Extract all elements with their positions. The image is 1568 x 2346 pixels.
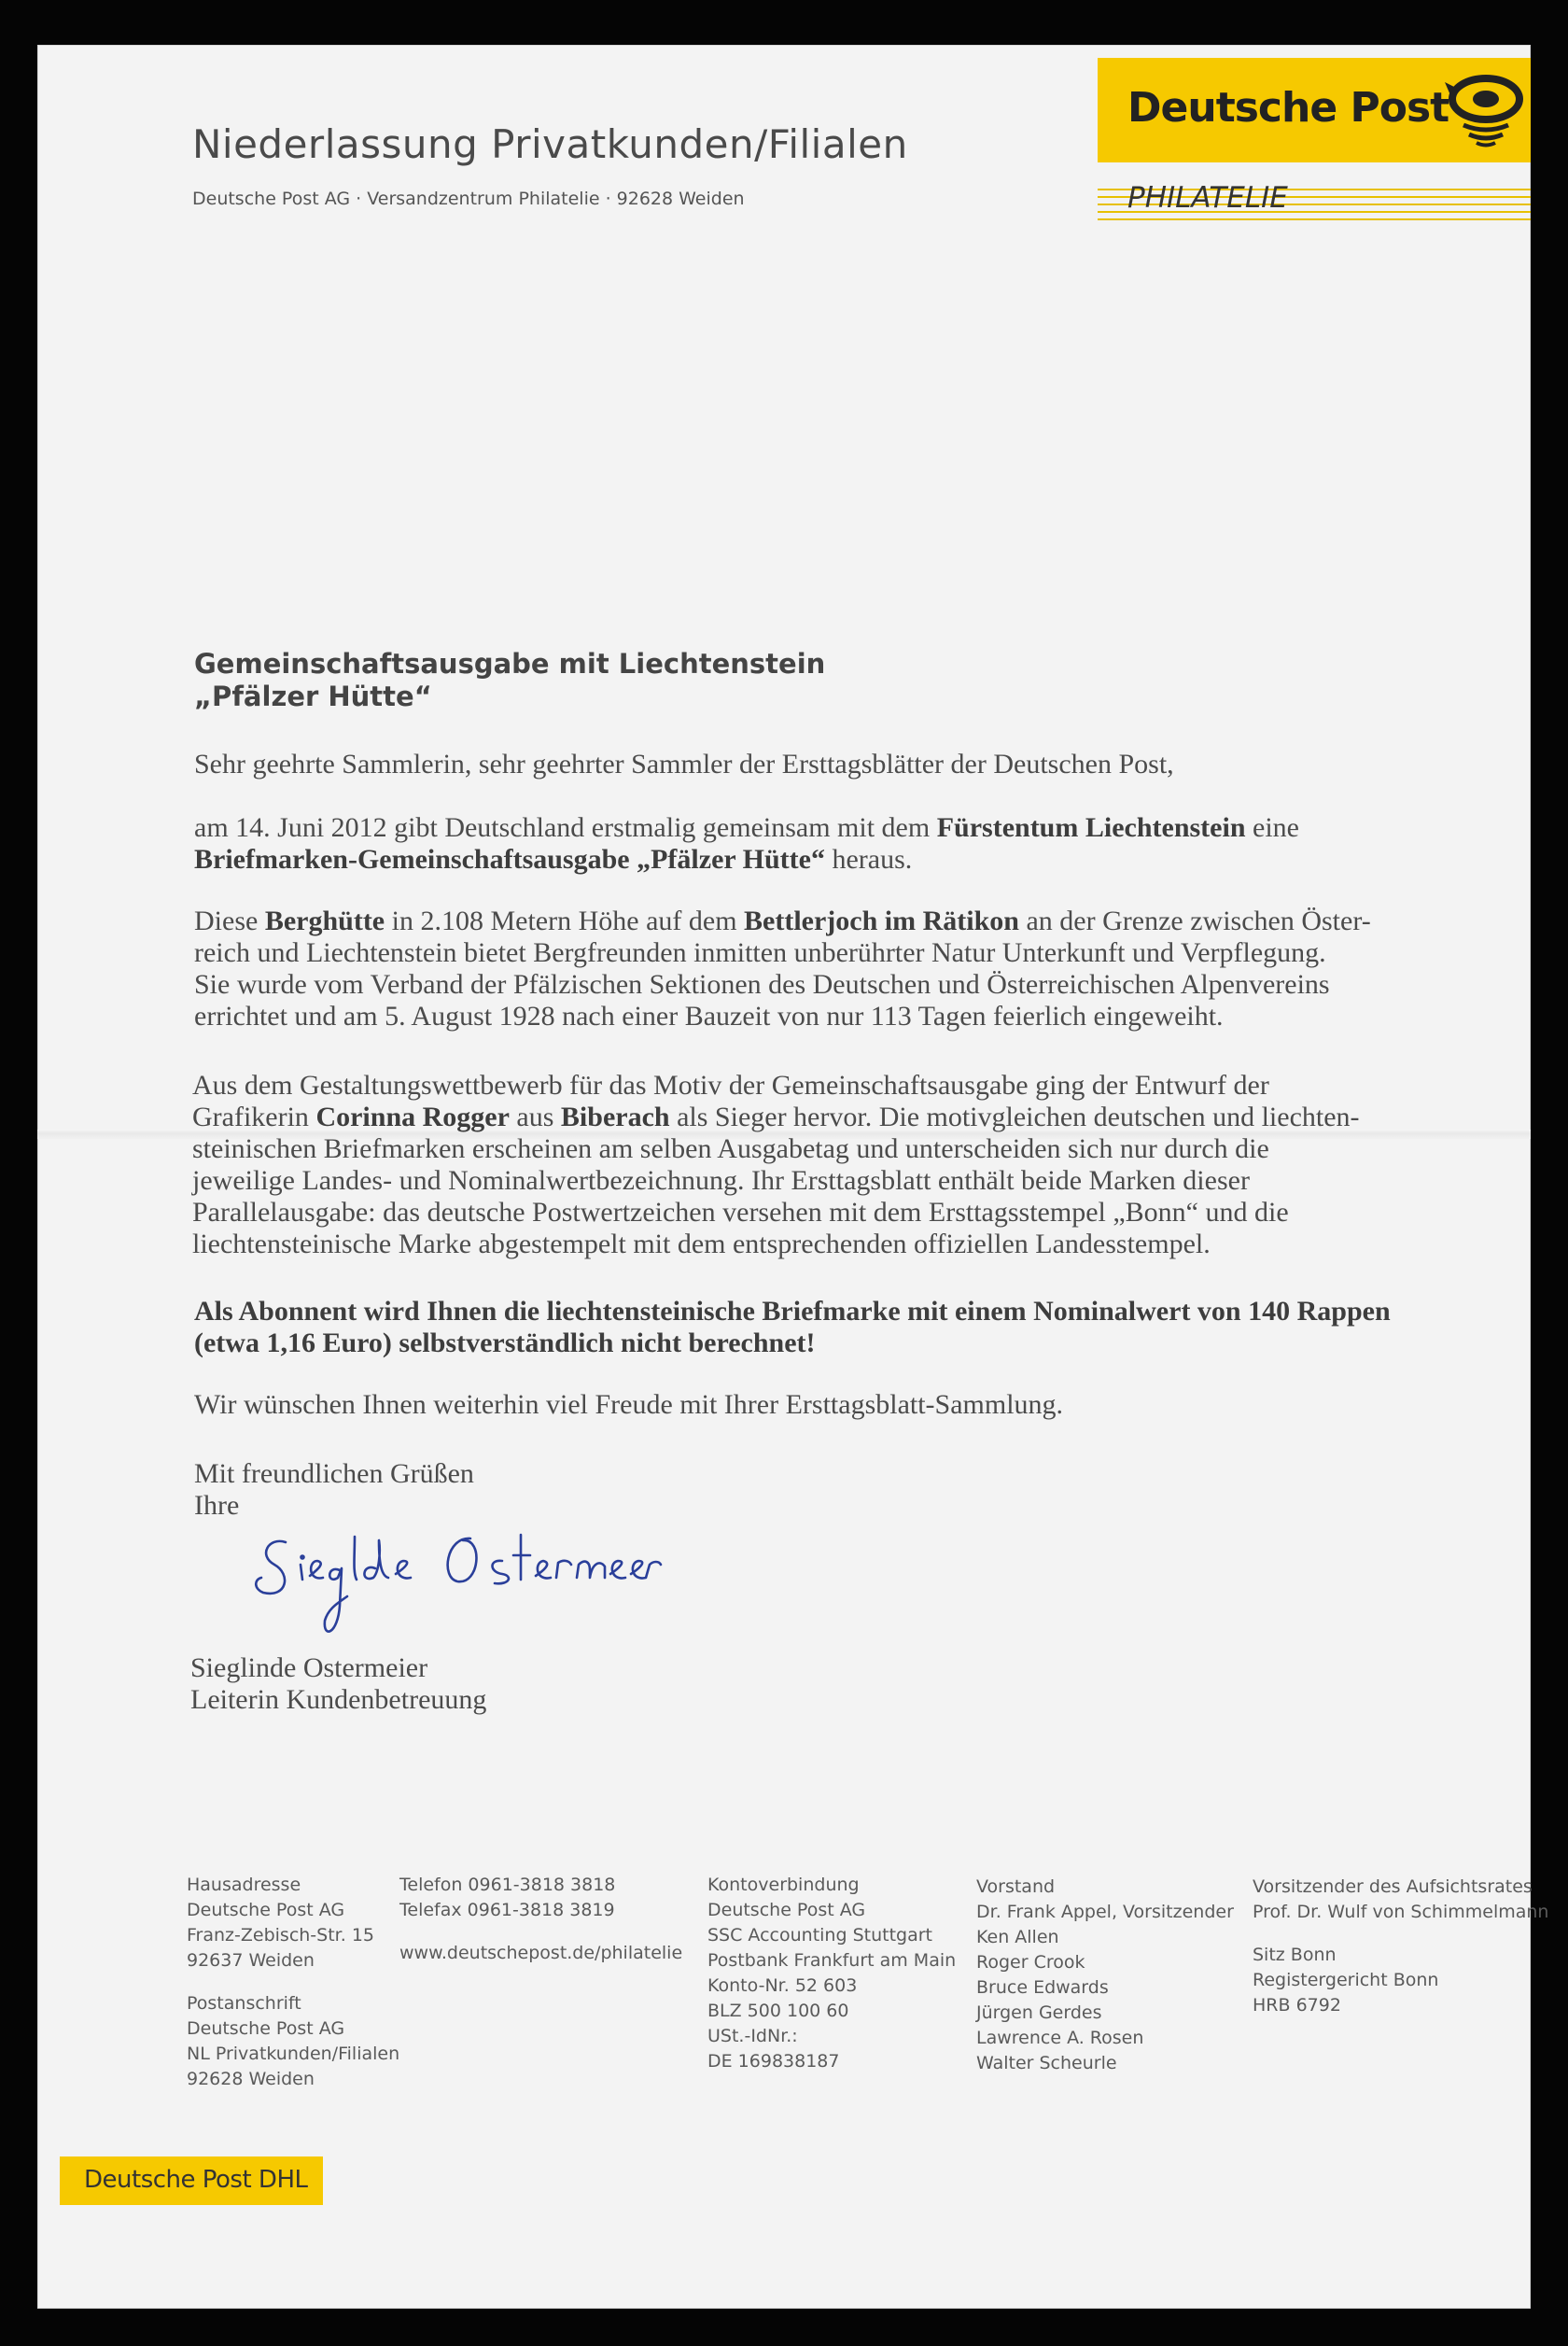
text-line — [192, 1133, 1490, 1165]
paragraph-design — [192, 1070, 1490, 1260]
text-segment: aus — [509, 1102, 561, 1132]
text-line — [1253, 1925, 1548, 1943]
text-line — [1253, 1968, 1548, 1993]
text-line — [976, 1950, 1234, 1975]
text-line — [187, 1923, 399, 1948]
text-line — [192, 1197, 1490, 1229]
text-segment: Konto-Nr. 52 603 — [707, 1975, 858, 1996]
text-line — [190, 1652, 1488, 1684]
text-segment: DE 169838187 — [707, 2051, 840, 2072]
footer-board — [976, 1875, 1234, 2076]
text-segment: liechtensteinische Marke abgestempelt mit dem entsprechenden offiziellen Landesstempel. — [192, 1229, 1211, 1259]
text-segment: Leiterin Kundenbetreuung — [190, 1684, 487, 1715]
text-segment: Franz-Zebisch-Str. 15 — [187, 1925, 374, 1946]
text-segment: Hausadresse — [187, 1875, 301, 1895]
text-segment: Sieglinde Ostermeier — [190, 1652, 428, 1683]
text-line — [194, 1490, 1491, 1522]
text-line — [976, 1925, 1234, 1950]
text-segment: Walter Scheurle — [976, 2053, 1117, 2073]
text-line — [187, 2042, 399, 2067]
paragraph-issue-date — [194, 812, 1491, 876]
bold-text: Briefmarken-Gemeinschaftsausgabe „Pfälzer Hütte“ — [194, 844, 825, 875]
bold-text: Fürstentum Liechtenstein — [936, 812, 1246, 843]
text-line — [976, 1875, 1234, 1900]
text-line — [707, 1999, 956, 2024]
sender-line: Deutsche Post AG · Versandzentrum Philatelie · 92628 Weiden — [192, 189, 745, 209]
text-segment: Diese — [194, 906, 265, 936]
text-line — [1253, 1943, 1548, 1968]
text-line — [976, 2001, 1234, 2026]
text-segment: Dr. Frank Appel, Vorsitzender — [976, 1902, 1234, 1922]
text-segment: als Sieger hervor. Die motivgleichen deutschen und liechten- — [669, 1102, 1360, 1132]
dhl-brand: Deutsche Post DHL — [84, 2166, 308, 2194]
text-segment: Mit freundlichen Grüßen — [194, 1458, 474, 1489]
text-segment: Sitz Bonn — [1253, 1945, 1337, 1965]
text-line — [192, 1165, 1490, 1197]
footer-address — [187, 1873, 399, 2092]
paragraph-wishes — [194, 1389, 1491, 1421]
text-line — [187, 1873, 399, 1898]
bold-text: (etwa 1,16 Euro) selbstverständlich nicht berechnet! — [194, 1328, 816, 1358]
text-line — [976, 1900, 1234, 1925]
text-line — [976, 2051, 1234, 2076]
text-line — [1253, 1993, 1548, 2018]
text-segment: Deutsche Post AG — [707, 1900, 866, 1920]
text-line — [187, 1991, 399, 2016]
text-line — [707, 1873, 956, 1898]
text-line — [399, 1941, 682, 1966]
footer-bank — [707, 1873, 956, 2074]
text-segment: HRB 6792 — [1253, 1995, 1341, 2016]
text-segment: an der Grenze zwischen Öster- — [1018, 906, 1371, 936]
text-segment: Parallelausgabe: das deutsche Postwertzeichen versehen mit dem Ersttagsstempel „Bonn“ und die — [192, 1197, 1289, 1228]
text-line — [187, 1898, 399, 1923]
text-line — [187, 2016, 399, 2042]
paragraph-hut — [194, 906, 1491, 1033]
text-line — [707, 1948, 956, 1974]
text-segment: eine — [1245, 812, 1299, 843]
text-segment: 92628 Weiden — [187, 2069, 315, 2089]
text-line — [187, 1974, 399, 1991]
text-segment: steinischen Briefmarken erscheinen am selben Ausgabetag und unterscheiden sich nur durch die — [192, 1133, 1269, 1164]
posthorn-icon — [1443, 73, 1529, 148]
office-title: Niederlassung Privatkunden/Filialen — [192, 121, 908, 167]
text-segment: in 2.108 Metern Höhe auf dem — [385, 906, 745, 936]
text-segment: Telefon 0961-3818 3818 — [399, 1875, 616, 1895]
text-line — [194, 906, 1491, 937]
text-segment: Lawrence A. Rosen — [976, 2028, 1144, 2048]
text-line — [194, 1328, 1491, 1359]
letter-title — [194, 648, 825, 713]
text-segment: Ihre — [194, 1490, 240, 1521]
text-line — [194, 1389, 1491, 1421]
text-segment: USt.-IdNr.: — [707, 2026, 798, 2046]
signer-block — [190, 1652, 1488, 1716]
text-segment: Ken Allen — [976, 1927, 1059, 1947]
text-segment: Kontoverbindung — [707, 1875, 860, 1895]
text-line — [194, 812, 1491, 844]
text-line — [192, 1070, 1490, 1102]
text-segment: Aus dem Gestaltungswettbewerb für das Motiv der Gemeinschaftsausgabe ging der Entwurf der — [192, 1070, 1269, 1101]
bold-text: Als Abonnent wird Ihnen die liechtensteinische Briefmarke mit einem Nominalwert von 140 Rappen — [194, 1296, 1391, 1327]
salutation: Sehr geehrte Sammlerin, sehr geehrter Sammler der Ersttagsblätter der Deutschen Post, — [194, 749, 1174, 780]
text-segment: 92637 Weiden — [187, 1950, 315, 1971]
text-segment: am 14. Juni 2012 gibt Deutschland erstmalig gemeinsam mit dem — [194, 812, 937, 843]
brand-section-label: PHILATELIE — [1127, 181, 1288, 215]
text-line — [707, 2024, 956, 2049]
letter-sheet — [37, 45, 1549, 2309]
text-segment: Grafikerin — [192, 1102, 316, 1132]
text-line — [1253, 1900, 1548, 1925]
bold-text: Corinna Rogger — [315, 1102, 510, 1132]
text-line — [399, 1923, 682, 1941]
text-line — [976, 1975, 1234, 2001]
text-segment: Postbank Frankfurt am Main — [707, 1950, 957, 1971]
text-segment: Prof. Dr. Wulf von Schimmelmann — [1253, 1902, 1549, 1922]
letter-title-line: Gemeinschaftsausgabe mit Liechtenstein — [194, 648, 826, 680]
text-segment: Vorstand — [976, 1876, 1056, 1897]
text-line — [194, 1458, 1491, 1490]
brand-name: Deutsche Post — [1127, 84, 1449, 132]
bold-text: Bettlerjoch im Rätikon — [744, 906, 1019, 936]
paragraph-subscriber-note — [194, 1296, 1491, 1359]
text-line — [399, 1873, 682, 1898]
letter-title-line: „Pfälzer Hütte“ — [194, 681, 432, 712]
text-line — [707, 1898, 956, 1923]
text-segment: Vorsitzender des Aufsichtsrates — [1253, 1876, 1533, 1897]
text-segment: heraus. — [824, 844, 913, 875]
text-segment: Jürgen Gerdes — [976, 2002, 1102, 2023]
text-segment: jeweilige Landes- und Nominalwertbezeichnung. Ihr Ersttagsblatt enthält beide Marken dieser — [192, 1165, 1250, 1196]
text-line — [192, 1229, 1490, 1260]
bold-text: Berghütte — [264, 906, 385, 936]
text-segment: Telefax 0961-3818 3819 — [399, 1900, 615, 1920]
text-segment: Sie wurde vom Verband der Pfälzischen Sektionen des Deutschen und Österreichischen Alpenvereins — [194, 969, 1330, 1000]
text-line — [187, 1948, 399, 1974]
footer-contact — [399, 1873, 682, 1966]
text-line — [194, 1296, 1491, 1328]
text-line — [976, 2026, 1234, 2051]
text-segment: Deutsche Post AG — [187, 1900, 345, 1920]
text-line — [194, 1001, 1491, 1033]
text-segment: Wir wünschen Ihnen weiterhin viel Freude mit Ihrer Ersttagsblatt-Sammlung. — [194, 1389, 1064, 1420]
text-segment: errichtet und am 5. August 1928 nach einer Bauzeit von nur 113 Tagen feierlich eingeweiht. — [194, 1001, 1224, 1032]
text-line — [190, 1684, 1488, 1716]
text-line — [194, 969, 1491, 1001]
handwritten-signature — [250, 1524, 698, 1664]
text-line — [1253, 1875, 1548, 1900]
text-line — [187, 2067, 399, 2092]
text-segment: Deutsche Post AG — [187, 2018, 345, 2039]
text-segment: Roger Crook — [976, 1952, 1085, 1973]
text-line — [194, 844, 1491, 876]
text-segment: NL Privatkunden/Filialen — [187, 2044, 400, 2064]
text-segment: Registergericht Bonn — [1253, 1970, 1439, 1990]
text-segment: reich und Liechtenstein bietet Bergfreunden inmitten unberührter Natur Unterkunft und Verpflegung. — [194, 937, 1326, 968]
text-line — [399, 1898, 682, 1923]
text-segment: Bruce Edwards — [976, 1977, 1109, 1998]
text-segment: SSC Accounting Stuttgart — [707, 1925, 932, 1946]
text-segment: BLZ 500 100 60 — [707, 2001, 849, 2021]
text-line — [707, 1923, 956, 1948]
text-line — [707, 2049, 956, 2074]
text-segment: www.deutschepost.de/philatelie — [399, 1943, 683, 1963]
closing — [194, 1458, 1491, 1522]
text-line — [192, 1102, 1490, 1133]
bold-text: Biberach — [560, 1102, 670, 1132]
footer-supervisory — [1253, 1875, 1548, 2018]
text-line — [194, 937, 1491, 969]
text-line — [707, 1974, 956, 1999]
text-segment: Postanschrift — [187, 1993, 301, 2014]
